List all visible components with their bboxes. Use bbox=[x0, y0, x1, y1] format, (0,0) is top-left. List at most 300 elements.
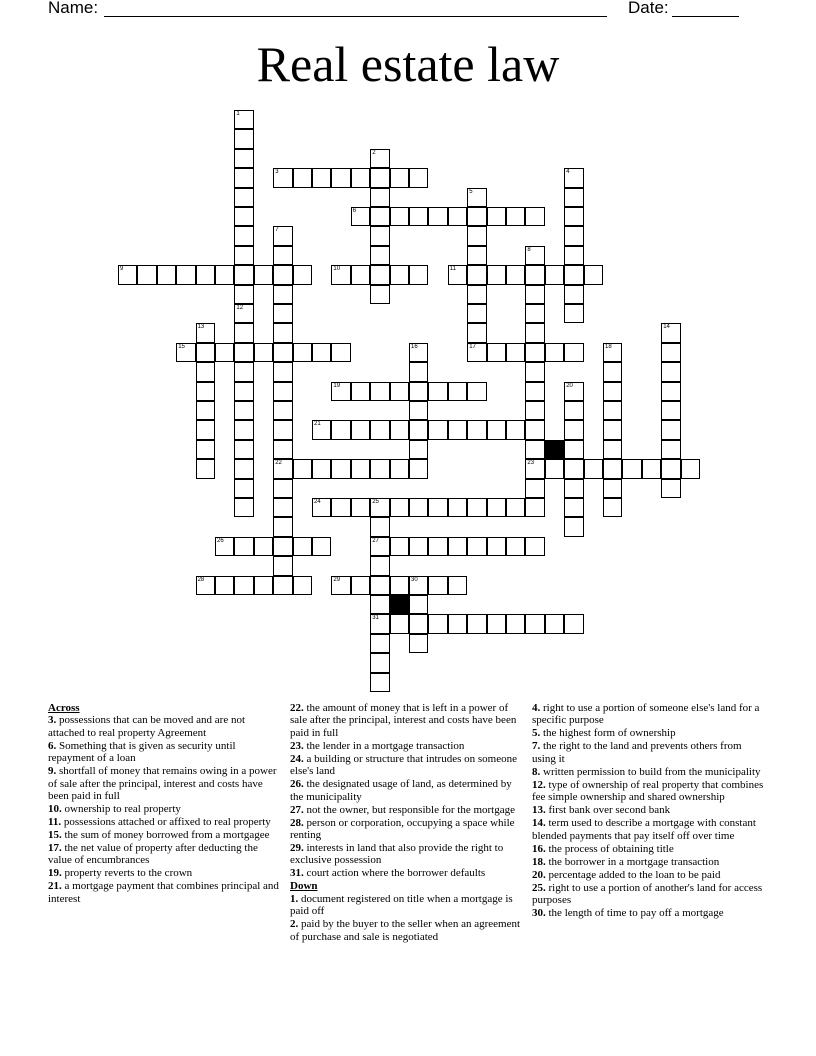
grid-cell[interactable] bbox=[293, 265, 312, 284]
grid-cell[interactable] bbox=[564, 459, 583, 478]
grid-cell[interactable] bbox=[390, 168, 409, 187]
down-clue-1 bbox=[290, 893, 522, 918]
grid-cell[interactable] bbox=[409, 498, 428, 517]
grid-cell[interactable] bbox=[487, 498, 506, 517]
grid-cell[interactable] bbox=[234, 420, 253, 439]
grid-cell[interactable] bbox=[661, 459, 680, 478]
grid-cell[interactable] bbox=[525, 265, 544, 284]
grid-cell[interactable] bbox=[234, 129, 253, 148]
grid-cell[interactable] bbox=[234, 440, 253, 459]
clue-number: 22. bbox=[290, 702, 304, 714]
grid-cell[interactable] bbox=[642, 459, 661, 478]
grid-cell[interactable] bbox=[448, 420, 467, 439]
grid-cell[interactable] bbox=[370, 246, 389, 265]
grid-cell[interactable] bbox=[273, 459, 292, 478]
grid-cell[interactable] bbox=[506, 498, 525, 517]
grid-cell[interactable] bbox=[118, 265, 137, 284]
grid-cell[interactable] bbox=[331, 576, 350, 595]
grid-cell[interactable] bbox=[467, 226, 486, 245]
grid-cell[interactable] bbox=[467, 188, 486, 207]
grid-cell[interactable] bbox=[525, 207, 544, 226]
grid-cell[interactable] bbox=[351, 498, 370, 517]
grid-cell[interactable] bbox=[215, 343, 234, 362]
clue-number: 14. bbox=[532, 817, 546, 830]
grid-cell[interactable] bbox=[584, 459, 603, 478]
grid-cell[interactable] bbox=[254, 343, 273, 362]
grid-cell[interactable] bbox=[564, 614, 583, 633]
grid-cell[interactable] bbox=[370, 207, 389, 226]
grid-cell[interactable] bbox=[525, 401, 544, 420]
grid-cell[interactable] bbox=[254, 265, 273, 284]
clue-text: the lender in a mortgage transaction bbox=[303, 739, 465, 752]
grid-cell[interactable] bbox=[273, 556, 292, 575]
grid-cell[interactable] bbox=[409, 576, 428, 595]
grid-cell[interactable] bbox=[273, 226, 292, 245]
grid-cell[interactable] bbox=[273, 246, 292, 265]
grid-cell[interactable] bbox=[312, 459, 331, 478]
grid-cell[interactable] bbox=[564, 285, 583, 304]
grid-cell[interactable] bbox=[234, 343, 253, 362]
grid-cell[interactable] bbox=[293, 576, 312, 595]
grid-cell[interactable] bbox=[506, 614, 525, 633]
grid-cell[interactable] bbox=[409, 440, 428, 459]
grid-cell[interactable] bbox=[370, 576, 389, 595]
grid-cell[interactable] bbox=[196, 265, 215, 284]
grid-cell[interactable] bbox=[390, 382, 409, 401]
grid-cell[interactable] bbox=[370, 595, 389, 614]
clue-number: 17. bbox=[48, 842, 62, 855]
grid-cell[interactable] bbox=[448, 614, 467, 633]
grid-cell[interactable] bbox=[370, 673, 389, 692]
grid-cell[interactable] bbox=[506, 343, 525, 362]
grid-cell[interactable] bbox=[234, 304, 253, 323]
grid-cell[interactable] bbox=[370, 537, 389, 556]
clue-text: type of ownership of real property that combines fee simple ownership and shared ownership bbox=[532, 778, 764, 804]
grid-cell[interactable] bbox=[312, 168, 331, 187]
grid-cell[interactable] bbox=[331, 382, 350, 401]
grid-cell[interactable] bbox=[234, 207, 253, 226]
grid-cell[interactable] bbox=[351, 207, 370, 226]
grid-cell[interactable] bbox=[370, 517, 389, 536]
across-clue-31 bbox=[290, 867, 522, 879]
grid-cell[interactable] bbox=[254, 537, 273, 556]
clue-text: document registered on title when a mortgage is paid off bbox=[290, 892, 513, 918]
grid-cell[interactable] bbox=[370, 265, 389, 284]
grid-cell[interactable] bbox=[564, 343, 583, 362]
grid-cell[interactable] bbox=[390, 459, 409, 478]
grid-cell[interactable] bbox=[273, 265, 292, 284]
grid-cell[interactable] bbox=[234, 285, 253, 304]
grid-cell[interactable] bbox=[603, 459, 622, 478]
down-clue-20 bbox=[532, 869, 764, 881]
grid-cell[interactable] bbox=[351, 459, 370, 478]
grid-cell[interactable] bbox=[564, 265, 583, 284]
grid-cell[interactable] bbox=[467, 323, 486, 342]
across-clue-6 bbox=[48, 740, 280, 765]
grid-cell[interactable] bbox=[661, 401, 680, 420]
clue-text: person or corporation, occupying a space while renting bbox=[290, 816, 515, 842]
grid-cell[interactable] bbox=[234, 382, 253, 401]
grid-cell[interactable] bbox=[176, 343, 195, 362]
grid-cell[interactable] bbox=[273, 498, 292, 517]
grid-cell[interactable] bbox=[525, 382, 544, 401]
grid-cell[interactable] bbox=[661, 343, 680, 362]
grid-cell[interactable] bbox=[487, 343, 506, 362]
grid-cell[interactable] bbox=[661, 382, 680, 401]
across-clue-10 bbox=[48, 803, 280, 815]
grid-cell[interactable] bbox=[525, 420, 544, 439]
grid-cell[interactable] bbox=[409, 614, 428, 633]
grid-cell[interactable] bbox=[564, 168, 583, 187]
grid-cell[interactable] bbox=[525, 537, 544, 556]
grid-cell[interactable] bbox=[448, 498, 467, 517]
grid-cell[interactable] bbox=[351, 420, 370, 439]
grid-cell[interactable] bbox=[234, 459, 253, 478]
grid-cell[interactable] bbox=[196, 459, 215, 478]
grid-cell[interactable] bbox=[525, 323, 544, 342]
grid-cell[interactable] bbox=[564, 479, 583, 498]
grid-cell[interactable] bbox=[448, 576, 467, 595]
grid-cell[interactable] bbox=[370, 614, 389, 633]
grid-cell[interactable] bbox=[215, 265, 234, 284]
grid-cell[interactable] bbox=[215, 576, 234, 595]
grid-cell[interactable] bbox=[448, 265, 467, 284]
grid-cell[interactable] bbox=[196, 323, 215, 342]
grid-cell[interactable] bbox=[409, 459, 428, 478]
grid-cell[interactable] bbox=[525, 246, 544, 265]
grid-cell[interactable] bbox=[234, 479, 253, 498]
grid-cell[interactable] bbox=[409, 207, 428, 226]
grid-cell[interactable] bbox=[525, 440, 544, 459]
grid-cell[interactable] bbox=[409, 168, 428, 187]
grid-cell[interactable] bbox=[234, 537, 253, 556]
grid-cell[interactable] bbox=[409, 362, 428, 381]
grid-cell[interactable] bbox=[428, 382, 447, 401]
grid-cell[interactable] bbox=[331, 343, 350, 362]
down-clues-part1 bbox=[290, 893, 522, 943]
grid-cell[interactable] bbox=[467, 420, 486, 439]
grid-cell[interactable] bbox=[603, 440, 622, 459]
grid-cell[interactable] bbox=[487, 537, 506, 556]
grid-cell[interactable] bbox=[661, 323, 680, 342]
clue-text: a mortgage payment that combines principal and interest bbox=[48, 880, 279, 905]
grid-cell[interactable] bbox=[545, 343, 564, 362]
down-clue-18 bbox=[532, 856, 764, 868]
cell-number: 12 bbox=[236, 305, 244, 311]
grid-cell[interactable] bbox=[370, 653, 389, 672]
grid-cell[interactable] bbox=[273, 401, 292, 420]
grid-cell[interactable] bbox=[196, 440, 215, 459]
grid-cell[interactable] bbox=[196, 420, 215, 439]
grid-cell[interactable] bbox=[234, 323, 253, 342]
grid-cell[interactable] bbox=[331, 459, 350, 478]
grid-cell[interactable] bbox=[234, 362, 253, 381]
grid-cell[interactable] bbox=[273, 304, 292, 323]
grid-cell[interactable] bbox=[487, 207, 506, 226]
grid-cell[interactable] bbox=[390, 265, 409, 284]
grid-cell[interactable] bbox=[234, 110, 253, 129]
grid-cell[interactable] bbox=[525, 362, 544, 381]
grid-cell[interactable] bbox=[603, 343, 622, 362]
down-clue-16 bbox=[532, 843, 764, 855]
grid-cell[interactable] bbox=[603, 420, 622, 439]
grid-cell[interactable] bbox=[234, 226, 253, 245]
grid-cell[interactable] bbox=[448, 537, 467, 556]
across-clue-9 bbox=[48, 765, 280, 802]
grid-cell[interactable] bbox=[390, 498, 409, 517]
grid-cell[interactable] bbox=[467, 343, 486, 362]
clue-number: 1. bbox=[290, 892, 299, 905]
clue-text: the length of time to pay off a mortgage bbox=[545, 907, 724, 920]
grid-cell[interactable] bbox=[622, 459, 641, 478]
cell-number: 1 bbox=[236, 111, 240, 117]
down-clue-8 bbox=[532, 766, 764, 778]
grid-cell[interactable] bbox=[428, 498, 447, 517]
cell-number: 25 bbox=[372, 499, 379, 505]
grid-cell[interactable] bbox=[564, 420, 583, 439]
grid-cell[interactable] bbox=[234, 401, 253, 420]
grid-cell[interactable] bbox=[273, 479, 292, 498]
down-clue-25 bbox=[532, 882, 764, 907]
grid-cell[interactable] bbox=[564, 382, 583, 401]
grid-cell[interactable] bbox=[196, 362, 215, 381]
grid-cell[interactable] bbox=[661, 362, 680, 381]
grid-cell[interactable] bbox=[487, 614, 506, 633]
grid-cell[interactable] bbox=[525, 459, 544, 478]
grid-cell[interactable] bbox=[603, 382, 622, 401]
across-clue-23 bbox=[290, 740, 522, 752]
grid-cell[interactable] bbox=[273, 343, 292, 362]
grid-cell[interactable] bbox=[525, 498, 544, 517]
grid-cell[interactable] bbox=[254, 576, 273, 595]
grid-cell[interactable] bbox=[196, 382, 215, 401]
grid-cell[interactable] bbox=[525, 304, 544, 323]
grid-cell[interactable] bbox=[525, 285, 544, 304]
grid-cell[interactable] bbox=[603, 479, 622, 498]
grid-cell[interactable] bbox=[351, 576, 370, 595]
cell-number: 17 bbox=[469, 343, 476, 350]
grid-cell[interactable] bbox=[351, 382, 370, 401]
grid-cell[interactable] bbox=[564, 304, 583, 323]
grid-cell[interactable] bbox=[176, 265, 195, 284]
grid-cell[interactable] bbox=[312, 343, 331, 362]
clue-text: interests in land that also provide the right to exclusive possession bbox=[290, 842, 504, 867]
grid-cell[interactable] bbox=[467, 246, 486, 265]
grid-cell[interactable] bbox=[390, 614, 409, 633]
grid-cell[interactable] bbox=[409, 537, 428, 556]
grid-cell[interactable] bbox=[487, 420, 506, 439]
clues-column-3 bbox=[532, 702, 764, 920]
down-clue-12 bbox=[532, 779, 764, 804]
grid-cell[interactable] bbox=[428, 537, 447, 556]
cell-number: 29 bbox=[333, 576, 341, 583]
clue-number: 20. bbox=[532, 868, 546, 881]
grid-cell[interactable] bbox=[215, 537, 234, 556]
clue-number: 23. bbox=[290, 739, 304, 752]
across-clues-part1 bbox=[48, 714, 280, 905]
down-clues-part2 bbox=[532, 702, 764, 919]
clue-number: 7. bbox=[532, 740, 541, 753]
grid-cell[interactable] bbox=[564, 517, 583, 536]
grid-cell[interactable] bbox=[234, 168, 253, 187]
grid-cell[interactable] bbox=[661, 420, 680, 439]
grid-cell[interactable] bbox=[331, 420, 350, 439]
grid-cell[interactable] bbox=[428, 614, 447, 633]
grid-cell[interactable] bbox=[603, 401, 622, 420]
grid-cell[interactable] bbox=[370, 168, 389, 187]
clue-number: 8. bbox=[532, 765, 541, 778]
grid-cell[interactable] bbox=[351, 168, 370, 187]
grid-cell[interactable] bbox=[234, 576, 253, 595]
grid-cell[interactable] bbox=[409, 420, 428, 439]
grid-cell[interactable] bbox=[293, 459, 312, 478]
grid-cell[interactable] bbox=[681, 459, 700, 478]
grid-cell[interactable] bbox=[467, 285, 486, 304]
grid-cell[interactable] bbox=[293, 343, 312, 362]
grid-cell[interactable] bbox=[564, 207, 583, 226]
grid-cell[interactable] bbox=[409, 265, 428, 284]
name-label: Name: bbox=[48, 0, 99, 17]
grid-cell[interactable] bbox=[137, 265, 156, 284]
grid-cell[interactable] bbox=[564, 188, 583, 207]
grid-cell[interactable] bbox=[428, 420, 447, 439]
grid-cell[interactable] bbox=[370, 188, 389, 207]
grid-cell[interactable] bbox=[467, 265, 486, 284]
grid-cell[interactable] bbox=[448, 382, 467, 401]
grid-cell[interactable] bbox=[157, 265, 176, 284]
grid-cell[interactable] bbox=[273, 576, 292, 595]
grid-cell[interactable] bbox=[525, 343, 544, 362]
grid-cell[interactable] bbox=[564, 226, 583, 245]
grid-cell[interactable] bbox=[390, 537, 409, 556]
grid-cell[interactable] bbox=[564, 246, 583, 265]
grid-cell[interactable] bbox=[409, 382, 428, 401]
grid-cell[interactable] bbox=[273, 420, 292, 439]
grid-cell[interactable] bbox=[564, 498, 583, 517]
grid-cell[interactable] bbox=[273, 323, 292, 342]
grid-cell[interactable] bbox=[603, 498, 622, 517]
grid-cell[interactable] bbox=[409, 343, 428, 362]
grid-cell[interactable] bbox=[234, 188, 253, 207]
grid-cell[interactable] bbox=[273, 362, 292, 381]
grid-cell[interactable] bbox=[312, 537, 331, 556]
grid-cell[interactable] bbox=[506, 420, 525, 439]
grid-cell[interactable] bbox=[545, 614, 564, 633]
grid-cell[interactable] bbox=[273, 285, 292, 304]
grid-cell[interactable] bbox=[409, 401, 428, 420]
grid-cell[interactable] bbox=[467, 498, 486, 517]
grid-cell[interactable] bbox=[467, 382, 486, 401]
cell-number: 30 bbox=[411, 576, 418, 583]
grid-cell[interactable] bbox=[196, 576, 215, 595]
clue-number: 24. bbox=[290, 752, 304, 765]
grid-cell[interactable] bbox=[409, 634, 428, 653]
grid-cell[interactable] bbox=[273, 382, 292, 401]
grid-cell[interactable] bbox=[448, 207, 467, 226]
grid-cell[interactable] bbox=[234, 149, 253, 168]
grid-cell[interactable] bbox=[273, 440, 292, 459]
grid-cell[interactable] bbox=[564, 401, 583, 420]
grid-cell[interactable] bbox=[370, 226, 389, 245]
clue-number: 26. bbox=[290, 778, 304, 791]
clue-text: right to use a portion of someone else's land for a specific purpose bbox=[532, 702, 760, 727]
grid-cell[interactable] bbox=[370, 285, 389, 304]
grid-cell[interactable] bbox=[370, 149, 389, 168]
grid-cell[interactable] bbox=[370, 459, 389, 478]
grid-cell[interactable] bbox=[506, 537, 525, 556]
grid-cell[interactable] bbox=[234, 246, 253, 265]
grid-cell[interactable] bbox=[351, 265, 370, 284]
grid-cell[interactable] bbox=[331, 265, 350, 284]
clue-text: shortfall of money that remains owing in a power of sale after the principal, interest and costs have been paid in full bbox=[48, 765, 277, 803]
grid-cell[interactable] bbox=[196, 343, 215, 362]
grid-cell[interactable] bbox=[293, 168, 312, 187]
grid-cell[interactable] bbox=[467, 614, 486, 633]
grid-cell[interactable] bbox=[370, 382, 389, 401]
grid-cell[interactable] bbox=[370, 498, 389, 517]
grid-cell[interactable] bbox=[409, 595, 428, 614]
grid-cell[interactable] bbox=[428, 576, 447, 595]
grid-cell[interactable] bbox=[564, 440, 583, 459]
grid-cell[interactable] bbox=[390, 420, 409, 439]
grid-cell[interactable] bbox=[603, 362, 622, 381]
grid-cell[interactable] bbox=[293, 537, 312, 556]
grid-cell[interactable] bbox=[273, 168, 292, 187]
grid-cell[interactable] bbox=[390, 207, 409, 226]
grid-cell[interactable] bbox=[196, 401, 215, 420]
grid-cell[interactable] bbox=[273, 537, 292, 556]
grid-cell[interactable] bbox=[506, 207, 525, 226]
across-clues-part2 bbox=[290, 702, 522, 880]
grid-cell[interactable] bbox=[506, 265, 525, 284]
clue-text: ownership to real property bbox=[61, 803, 181, 816]
grid-cell[interactable] bbox=[584, 265, 603, 284]
grid-cell[interactable] bbox=[370, 634, 389, 653]
clue-number: 31. bbox=[290, 867, 304, 880]
grid-cell[interactable] bbox=[525, 614, 544, 633]
grid-cell[interactable] bbox=[428, 207, 447, 226]
clue-text: the highest form of ownership bbox=[540, 727, 676, 740]
grid-cell[interactable] bbox=[467, 207, 486, 226]
grid-cell[interactable] bbox=[545, 459, 564, 478]
clue-text: Something that is given as security until repayment of a loan bbox=[48, 739, 236, 765]
clue-number: 2. bbox=[290, 918, 299, 931]
clue-text: not the owner, but responsible for the mortgage bbox=[303, 803, 516, 816]
grid-cell[interactable] bbox=[390, 576, 409, 595]
grid-cell[interactable] bbox=[661, 479, 680, 498]
grid-cell[interactable] bbox=[370, 420, 389, 439]
clue-number: 15. bbox=[48, 829, 62, 842]
grid-cell[interactable] bbox=[234, 265, 253, 284]
grid-cell[interactable] bbox=[661, 440, 680, 459]
grid-cell[interactable] bbox=[467, 304, 486, 323]
grid-cell[interactable] bbox=[331, 498, 350, 517]
grid-cell[interactable] bbox=[545, 265, 564, 284]
clue-text: the process of obtaining title bbox=[545, 842, 674, 855]
grid-cell[interactable] bbox=[467, 537, 486, 556]
grid-cell[interactable] bbox=[525, 479, 544, 498]
grid-cell[interactable] bbox=[312, 420, 331, 439]
down-clue-4 bbox=[532, 702, 764, 727]
grid-cell[interactable] bbox=[331, 168, 350, 187]
cell-number: 8 bbox=[527, 246, 531, 253]
grid-cell[interactable] bbox=[312, 498, 331, 517]
grid-cell[interactable] bbox=[273, 517, 292, 536]
grid-cell[interactable] bbox=[234, 498, 253, 517]
grid-cell[interactable] bbox=[370, 556, 389, 575]
grid-cell[interactable] bbox=[487, 265, 506, 284]
cell-number: 19 bbox=[333, 382, 341, 389]
